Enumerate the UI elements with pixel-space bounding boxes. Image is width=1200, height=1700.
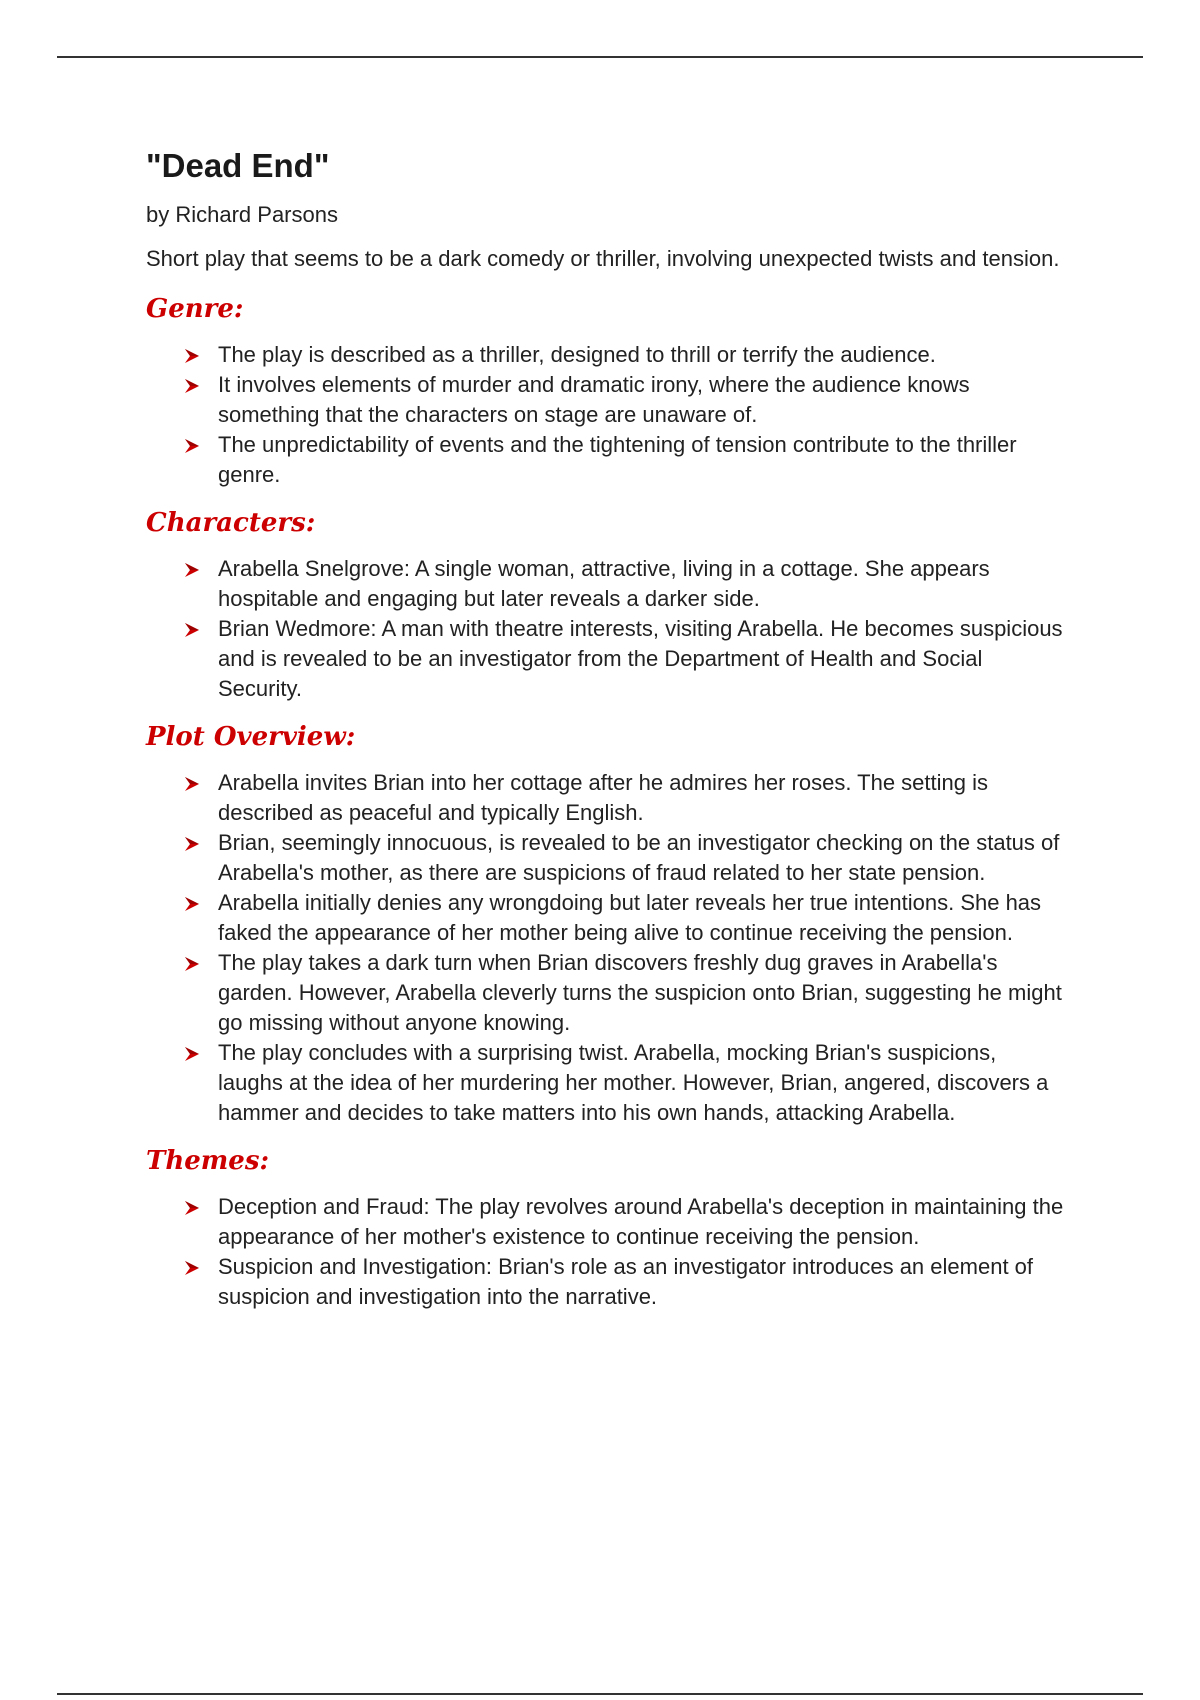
arrowhead-bullet-icon <box>184 1260 200 1276</box>
document-body <box>146 146 1066 1328</box>
arrowhead-bullet-icon <box>184 836 200 852</box>
top-rule <box>57 56 1143 58</box>
arrowhead-bullet-icon <box>184 1200 200 1216</box>
list-item <box>146 430 1066 490</box>
list-item-text: The play concludes with a surprising twist. Arabella, mocking Brian's suspicions, laughs at the idea of her murdering her mother. However, Brian, angered, discovers a hammer and decides to take matters into his own hands, attacking Arabella. <box>218 1040 1049 1125</box>
list-item-text: The play is described as a thriller, designed to thrill or terrify the audience. <box>218 342 936 367</box>
section-heading-characters: Characters: <box>146 508 316 538</box>
list-item-text: Deception and Fraud: The play revolves around Arabella's deception in maintaining the appearance of her mother's existence to continue receiving the pension. <box>218 1194 1064 1249</box>
arrowhead-bullet-icon <box>184 438 200 454</box>
list-item-text: Arabella invites Brian into her cottage after he admires her roses. The setting is described as peaceful and typically English. <box>218 770 988 825</box>
bullet-list-characters <box>146 554 1066 704</box>
list-item-text: It involves elements of murder and dramatic irony, where the audience knows something that the characters on stage are unaware of. <box>218 372 970 427</box>
list-item <box>146 554 1066 614</box>
list-item <box>146 888 1066 948</box>
list-item <box>146 828 1066 888</box>
list-item-text: Suspicion and Investigation: Brian's role as an investigator introduces an element of suspicion and investigation into the narrative. <box>218 1254 1034 1309</box>
list-item <box>146 370 1066 430</box>
list-item-text: The play takes a dark turn when Brian discovers freshly dug graves in Arabella's garden. However, Arabella cleverly turns the suspicion onto Brian, suggesting he might go missing without anyone knowing. <box>218 950 1062 1035</box>
bottom-rule <box>57 1693 1143 1695</box>
arrowhead-bullet-icon <box>184 896 200 912</box>
list-item-text: Brian, seemingly innocuous, is revealed to be an investigator checking on the status of Arabella's mother, as there are suspicions of fraud related to her state pension. <box>218 830 1060 885</box>
arrowhead-bullet-icon <box>184 956 200 972</box>
bullet-list-plot-overview <box>146 768 1066 1128</box>
arrowhead-bullet-icon <box>184 348 200 364</box>
list-item <box>146 948 1066 1038</box>
bullet-list-themes <box>146 1192 1066 1312</box>
section-heading-themes: Themes: <box>146 1146 270 1176</box>
arrowhead-bullet-icon <box>184 378 200 394</box>
list-item <box>146 1038 1066 1128</box>
list-item <box>146 340 1066 370</box>
arrowhead-bullet-icon <box>184 562 200 578</box>
list-item <box>146 614 1066 704</box>
document-author: by Richard Parsons <box>146 202 338 227</box>
sections-container <box>146 292 1066 1312</box>
bullet-list-genre <box>146 340 1066 490</box>
list-item-text: The unpredictability of events and the tightening of tension contribute to the thriller genre. <box>218 432 1017 487</box>
section-heading-genre: Genre: <box>146 294 244 324</box>
list-item-text: Arabella Snelgrove: A single woman, attractive, living in a cottage. She appears hospitable and engaging but later reveals a darker side. <box>218 556 990 611</box>
arrowhead-bullet-icon <box>184 1046 200 1062</box>
arrowhead-bullet-icon <box>184 622 200 638</box>
arrowhead-bullet-icon <box>184 776 200 792</box>
document-title: "Dead End" <box>146 147 330 184</box>
list-item <box>146 1252 1066 1312</box>
list-item <box>146 1192 1066 1252</box>
list-item <box>146 768 1066 828</box>
list-item-text: Arabella initially denies any wrongdoing but later reveals her true intentions. She has faked the appearance of her mother being alive to continue receiving the pension. <box>218 890 1042 945</box>
list-item-text: Brian Wedmore: A man with theatre interests, visiting Arabella. He becomes suspicious and is revealed to be an investigator from the Department of Health and Social Security. <box>218 616 1063 701</box>
document-summary: Short play that seems to be a dark comedy or thriller, involving unexpected twists and tension. <box>146 246 1060 271</box>
section-heading-plot-overview: Plot Overview: <box>146 722 356 752</box>
